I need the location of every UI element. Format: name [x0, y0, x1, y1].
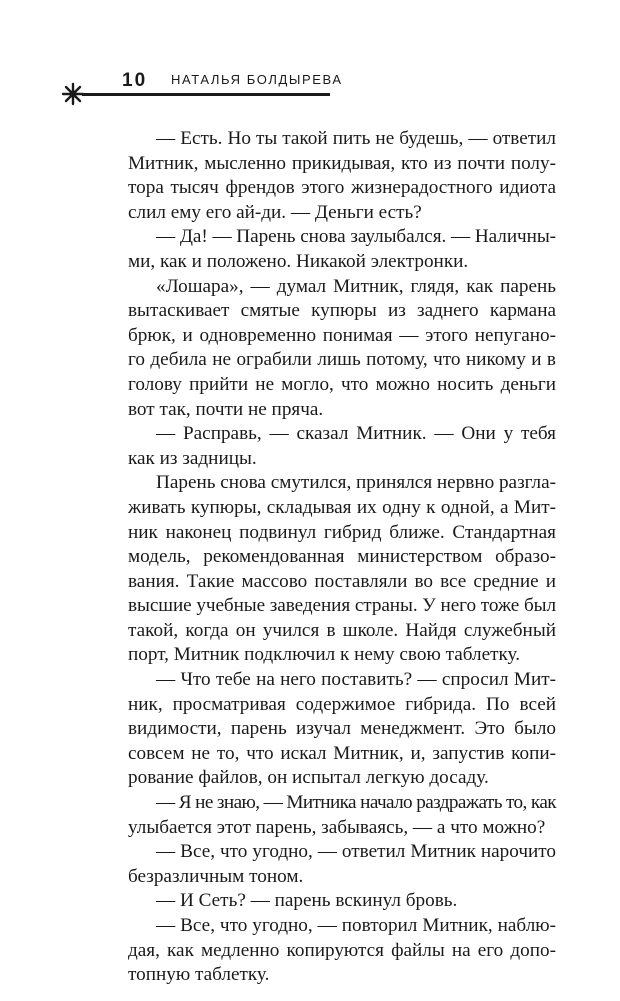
- text-line: вот так, почти не пряча.: [128, 398, 324, 420]
- text-line: — Что тебе на него поставить? — спросил Мит-: [156, 669, 556, 691]
- body-text: [100, 127, 556, 988]
- page-number: 10: [122, 70, 148, 91]
- text-line: порт, Митник подключил к нему свою таблетку.: [128, 644, 520, 666]
- text-line: высшие учебные заведения страны. У него тоже был: [128, 595, 556, 617]
- text-line: — Все, что угодно, — ответил Митник нарочито: [156, 841, 556, 863]
- paragraph: [100, 422, 556, 471]
- paragraph: [100, 914, 556, 988]
- page-header: [0, 0, 620, 110]
- text-line: ми, как и положено. Никакой электронки.: [128, 250, 469, 272]
- text-line: — Все, что угодно, — повторил Митник, наблю-: [156, 915, 556, 936]
- text-line: — Да! — Парень снова заулыбался. — Наличны-: [156, 226, 556, 248]
- text-line: брюк, и одновременно понимая — этого непугано-: [128, 324, 556, 346]
- text-line: ник наконец подвинул гибрид ближе. Стандартная: [128, 521, 556, 543]
- text-line: Митник, мысленно прикидывая, кто из почти полу-: [128, 152, 556, 174]
- text-line: тора тысяч френдов этого жизнерадостного идиота: [128, 177, 556, 199]
- text-line: Парень снова смутился, принялся нервно разгла-: [156, 472, 556, 494]
- text-line: такой, когда он учился в школе. Найдя служебный: [128, 619, 556, 641]
- paragraph: [100, 668, 556, 791]
- paragraph: [100, 275, 556, 423]
- text-line: как из задницы.: [128, 447, 257, 469]
- paragraph: [100, 791, 556, 840]
- text-line: «Лошара», — думал Митник, глядя, как парень: [156, 275, 556, 297]
- text-line: рование файлов, он испытал легкую досаду.: [128, 767, 489, 789]
- text-line: улыбается этот парень, забываясь, — а что можно?: [128, 816, 546, 838]
- text-line: видимости, парень изучал менеджмент. Это было: [128, 718, 556, 740]
- text-line: ник, просматривая содержимое гибрида. По всей: [128, 693, 556, 715]
- text-line: модель, рекомендованная министерством образо-: [128, 546, 556, 568]
- text-line: безразличным тоном.: [128, 865, 304, 887]
- paragraph: [100, 127, 556, 225]
- text-line: — Я не знаю, — Митника начало раздражать то, как: [156, 792, 556, 814]
- text-line: совсем не то, что искал Митник, и, запустив копи-: [128, 742, 556, 764]
- text-line: го дебила не ограбили лишь потому, что никому и в: [128, 349, 556, 371]
- paragraph: [100, 840, 556, 889]
- text-line: топную таблетку.: [128, 964, 270, 986]
- header-rule: [82, 93, 330, 96]
- text-line: — Расправь, — сказал Митник. — Они у тебя: [156, 423, 556, 445]
- text-line: вытаскивает смятые купюры из заднего кармана: [128, 300, 556, 322]
- text-line: — Есть. Но ты такой пить не будешь, — ответил: [156, 128, 556, 149]
- running-head: НАТАЛЬЯ БОЛДЫРЕВА: [171, 72, 343, 87]
- paragraph: [100, 225, 556, 274]
- text-line: живать купюры, складывая их одну к одной, а Мит-: [128, 496, 556, 518]
- paragraph: [100, 889, 556, 914]
- text-line: голову прийти не могло, что можно носить деньги: [128, 373, 556, 395]
- text-line: — И Сеть? — парень вскинул бровь.: [156, 890, 458, 912]
- text-line: дая, как медленно копируются файлы на его допо-: [128, 939, 556, 961]
- paragraph: [100, 471, 556, 668]
- text-line: слил ему его ай-ди. — Деньги есть?: [128, 201, 422, 223]
- text-line: вания. Такие массово поставляли во все средние и: [128, 570, 556, 592]
